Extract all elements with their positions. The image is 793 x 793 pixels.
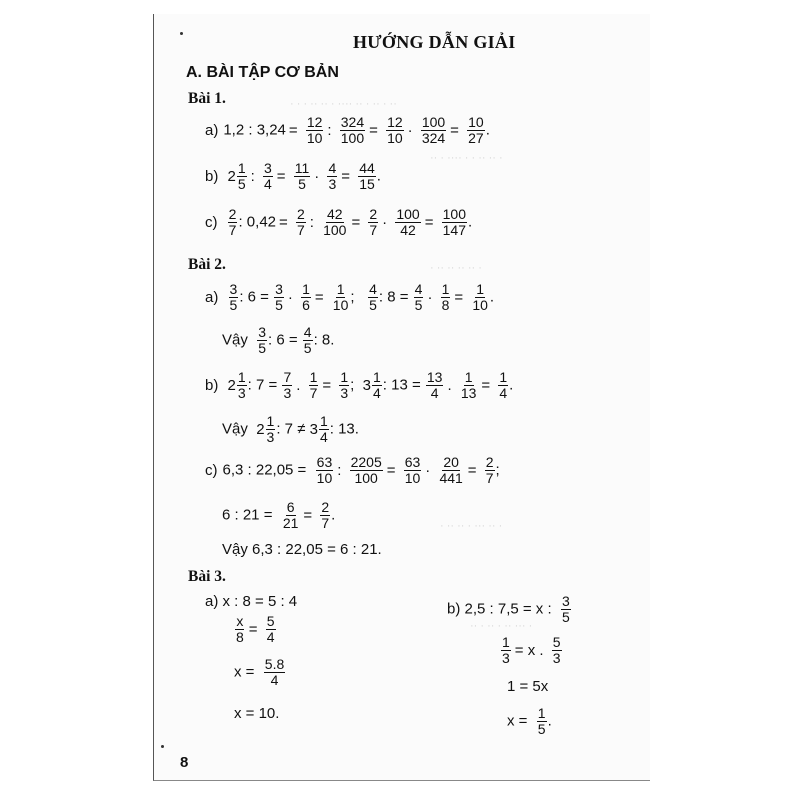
exercise-3a-line4: x = 10. bbox=[234, 705, 280, 722]
bleed-through-text: · · · ·· ·· · ···· ·· · ·· · ·· bbox=[290, 98, 397, 110]
fraction: $\frac{2}{7}$ bbox=[296, 206, 305, 238]
fraction: $\frac{1}{13}$ bbox=[460, 369, 477, 401]
fraction: $\frac{5}{4}$ bbox=[266, 613, 275, 645]
fraction: $\frac{4}{5}$ bbox=[414, 281, 423, 313]
fraction: $\frac{12}{10}$ bbox=[306, 114, 323, 146]
fraction: $\frac{324}{100}$ bbox=[340, 114, 365, 146]
page-title: HƯỚNG DẪN GIẢI bbox=[353, 32, 516, 52]
fraction: $\frac{1}{4}$ bbox=[319, 413, 328, 445]
fraction: $\frac{1}{10}$ bbox=[472, 281, 488, 313]
scan-speck bbox=[161, 745, 164, 748]
fraction: $\frac{3}{4}$ bbox=[264, 160, 272, 192]
fraction: $\frac{2}{7}$ bbox=[485, 454, 494, 486]
scan-speck bbox=[180, 32, 183, 35]
bleed-through-text: · ·· ·· ·· ·· · bbox=[430, 262, 482, 274]
exercise-2c: c) 6,3 : 22,05 = $\frac{63}{10}$ : $\frac{2205}{100}$ = $\frac{63}{10}$ · $\frac{20}{441}$ = $\frac{2}{7}$ ; bbox=[205, 454, 500, 486]
fraction: $\frac{11}{5}$ bbox=[294, 160, 310, 192]
exercise-3b-line2: $\frac{1}{3}$ = x . $\frac{5}{3}$ bbox=[502, 634, 561, 666]
exercise-3a-line3: x = $\frac{5.8}{4}$ bbox=[234, 656, 285, 688]
fraction: $\frac{7}{3}$ bbox=[283, 369, 292, 401]
exercise-3a-line1: a) x : 8 = 5 : 4 bbox=[205, 593, 298, 610]
exercise-2-heading: Bài 2. bbox=[188, 256, 226, 273]
bleed-through-text: · ·· ·· · ··· ·· · bbox=[440, 520, 503, 532]
fraction: $\frac{4}{5}$ bbox=[303, 324, 312, 356]
exercise-3b-line3: 1 = 5x bbox=[507, 678, 549, 695]
fraction: $\frac{2}{7}$ bbox=[228, 206, 237, 238]
fraction: $\frac{2}{7}$ bbox=[369, 206, 378, 238]
fraction: $\frac{4}{5}$ bbox=[369, 281, 377, 313]
fraction: $\frac{1}{3}$ bbox=[266, 413, 275, 445]
fraction: $\frac{3}{5}$ bbox=[562, 593, 570, 625]
exercise-2a-conclusion: Vậy $\frac{3}{5}$ : 6 = $\frac{4}{5}$ : 8. bbox=[222, 324, 335, 356]
bleed-through-text: ·· · ···· · · ·· ·· · bbox=[430, 152, 503, 164]
fraction: $\frac{44}{15}$ bbox=[359, 160, 375, 192]
fraction: $\frac{3}{5}$ bbox=[275, 281, 283, 313]
exercise-1c: c) $\frac{2}{7}$ : 0,42 = $\frac{2}{7}$ : $\frac{42}{100}$ = $\frac{2}{7}$ · $\frac{100}{42}$ = $\frac{100}{147}$ . bbox=[205, 206, 473, 238]
fraction: $\frac{5}{3}$ bbox=[552, 634, 561, 666]
fraction: $\frac{1}{5}$ bbox=[237, 160, 246, 192]
fraction: $\frac{x}{8}$ bbox=[236, 613, 244, 645]
fraction: $\frac{6}{21}$ bbox=[282, 499, 299, 531]
fraction: $\frac{3}{5}$ bbox=[229, 281, 238, 313]
fraction: $\frac{42}{100}$ bbox=[323, 206, 347, 238]
fraction: $\frac{3}{5}$ bbox=[258, 324, 266, 356]
fraction: $\frac{1}{5}$ bbox=[537, 705, 546, 737]
fraction: $\frac{20}{441}$ bbox=[439, 454, 463, 486]
fraction: $\frac{2}{7}$ bbox=[321, 499, 330, 531]
page-number: 8 bbox=[180, 754, 189, 771]
fraction: $\frac{5.8}{4}$ bbox=[264, 656, 285, 688]
exercise-2b: b) 2 $\frac{1}{3}$ : 7 = $\frac{7}{3}$ . $\frac{1}{7}$ = $\frac{1}{3}$ ; 3 $\frac{1}{4}$ : 13 = $\frac{13}{4}$ . $\frac{1}{13}$ = $\frac{1}{4}$ . bbox=[205, 369, 514, 401]
fraction: $\frac{1}{3}$ bbox=[340, 369, 349, 401]
exercise-3b-line1: b) 2,5 : 7,5 = x : $\frac{3}{5}$ bbox=[447, 593, 570, 625]
fraction: $\frac{1}{3}$ bbox=[502, 634, 510, 666]
fraction: $\frac{10}{27}$ bbox=[468, 114, 484, 146]
fraction: $\frac{1}{4}$ bbox=[372, 369, 381, 401]
fraction: $\frac{12}{10}$ bbox=[387, 114, 403, 146]
fraction: $\frac{100}{42}$ bbox=[396, 206, 420, 238]
exercise-3-heading: Bài 3. bbox=[188, 568, 226, 585]
fraction: $\frac{1}{7}$ bbox=[309, 369, 318, 401]
exercise-2c-conclusion: Vậy 6,3 : 22,05 = 6 : 21. bbox=[222, 541, 382, 558]
fraction: $\frac{100}{324}$ bbox=[421, 114, 446, 146]
fraction: $\frac{1}{8}$ bbox=[441, 281, 450, 313]
exercise-1b: b) 2 $\frac{1}{5}$ : $\frac{3}{4}$ = $\frac{11}{5}$ · $\frac{4}{3}$ = $\frac{44}{15}$ . bbox=[205, 160, 381, 192]
exercise-1-heading: Bài 1. bbox=[188, 90, 226, 107]
fraction: $\frac{4}{3}$ bbox=[328, 160, 337, 192]
fraction: $\frac{13}{4}$ bbox=[426, 369, 443, 401]
bleed-through-text: ·· · ·· · ·· ··· · bbox=[470, 620, 533, 632]
fraction: $\frac{1}{6}$ bbox=[302, 281, 310, 313]
exercise-3b-line4: x = $\frac{1}{5}$ . bbox=[507, 705, 552, 737]
fraction: $\frac{100}{147}$ bbox=[442, 206, 466, 238]
exercise-2a: a) $\frac{3}{5}$ : 6 = $\frac{3}{5}$ · $\frac{1}{6}$ = $\frac{1}{10}$ ; $\frac{4}{5}$ : 8 = $\frac{4}{5}$ · $\frac{1}{8}$ = $\frac{1}{10}$ . bbox=[205, 281, 495, 313]
fraction: $\frac{63}{10}$ bbox=[404, 454, 421, 486]
fraction: $\frac{1}{4}$ bbox=[499, 369, 508, 401]
fraction: $\frac{1}{3}$ bbox=[237, 369, 246, 401]
fraction: $\frac{2205}{100}$ bbox=[350, 454, 382, 486]
fraction: $\frac{63}{10}$ bbox=[316, 454, 333, 486]
exercise-3a-line2: $\frac{x}{8}$ = $\frac{5}{4}$ bbox=[236, 613, 275, 645]
section-heading: A. BÀI TẬP CƠ BẢN bbox=[186, 64, 339, 81]
exercise-1a: a) 1,2 : 3,24 = $\frac{12}{10}$ : $\frac{324}{100}$ = $\frac{12}{10}$ · $\frac{100}{324}$ = $\frac{10}{27}$ . bbox=[205, 114, 490, 146]
exercise-2b-conclusion: Vậy 2 $\frac{1}{3}$ : 7 ≠ 3 $\frac{1}{4}$ : 13. bbox=[222, 413, 359, 445]
fraction: $\frac{1}{10}$ bbox=[332, 281, 349, 313]
exercise-2c-line2: 6 : 21 = $\frac{6}{21}$ = $\frac{2}{7}$ . bbox=[222, 499, 336, 531]
